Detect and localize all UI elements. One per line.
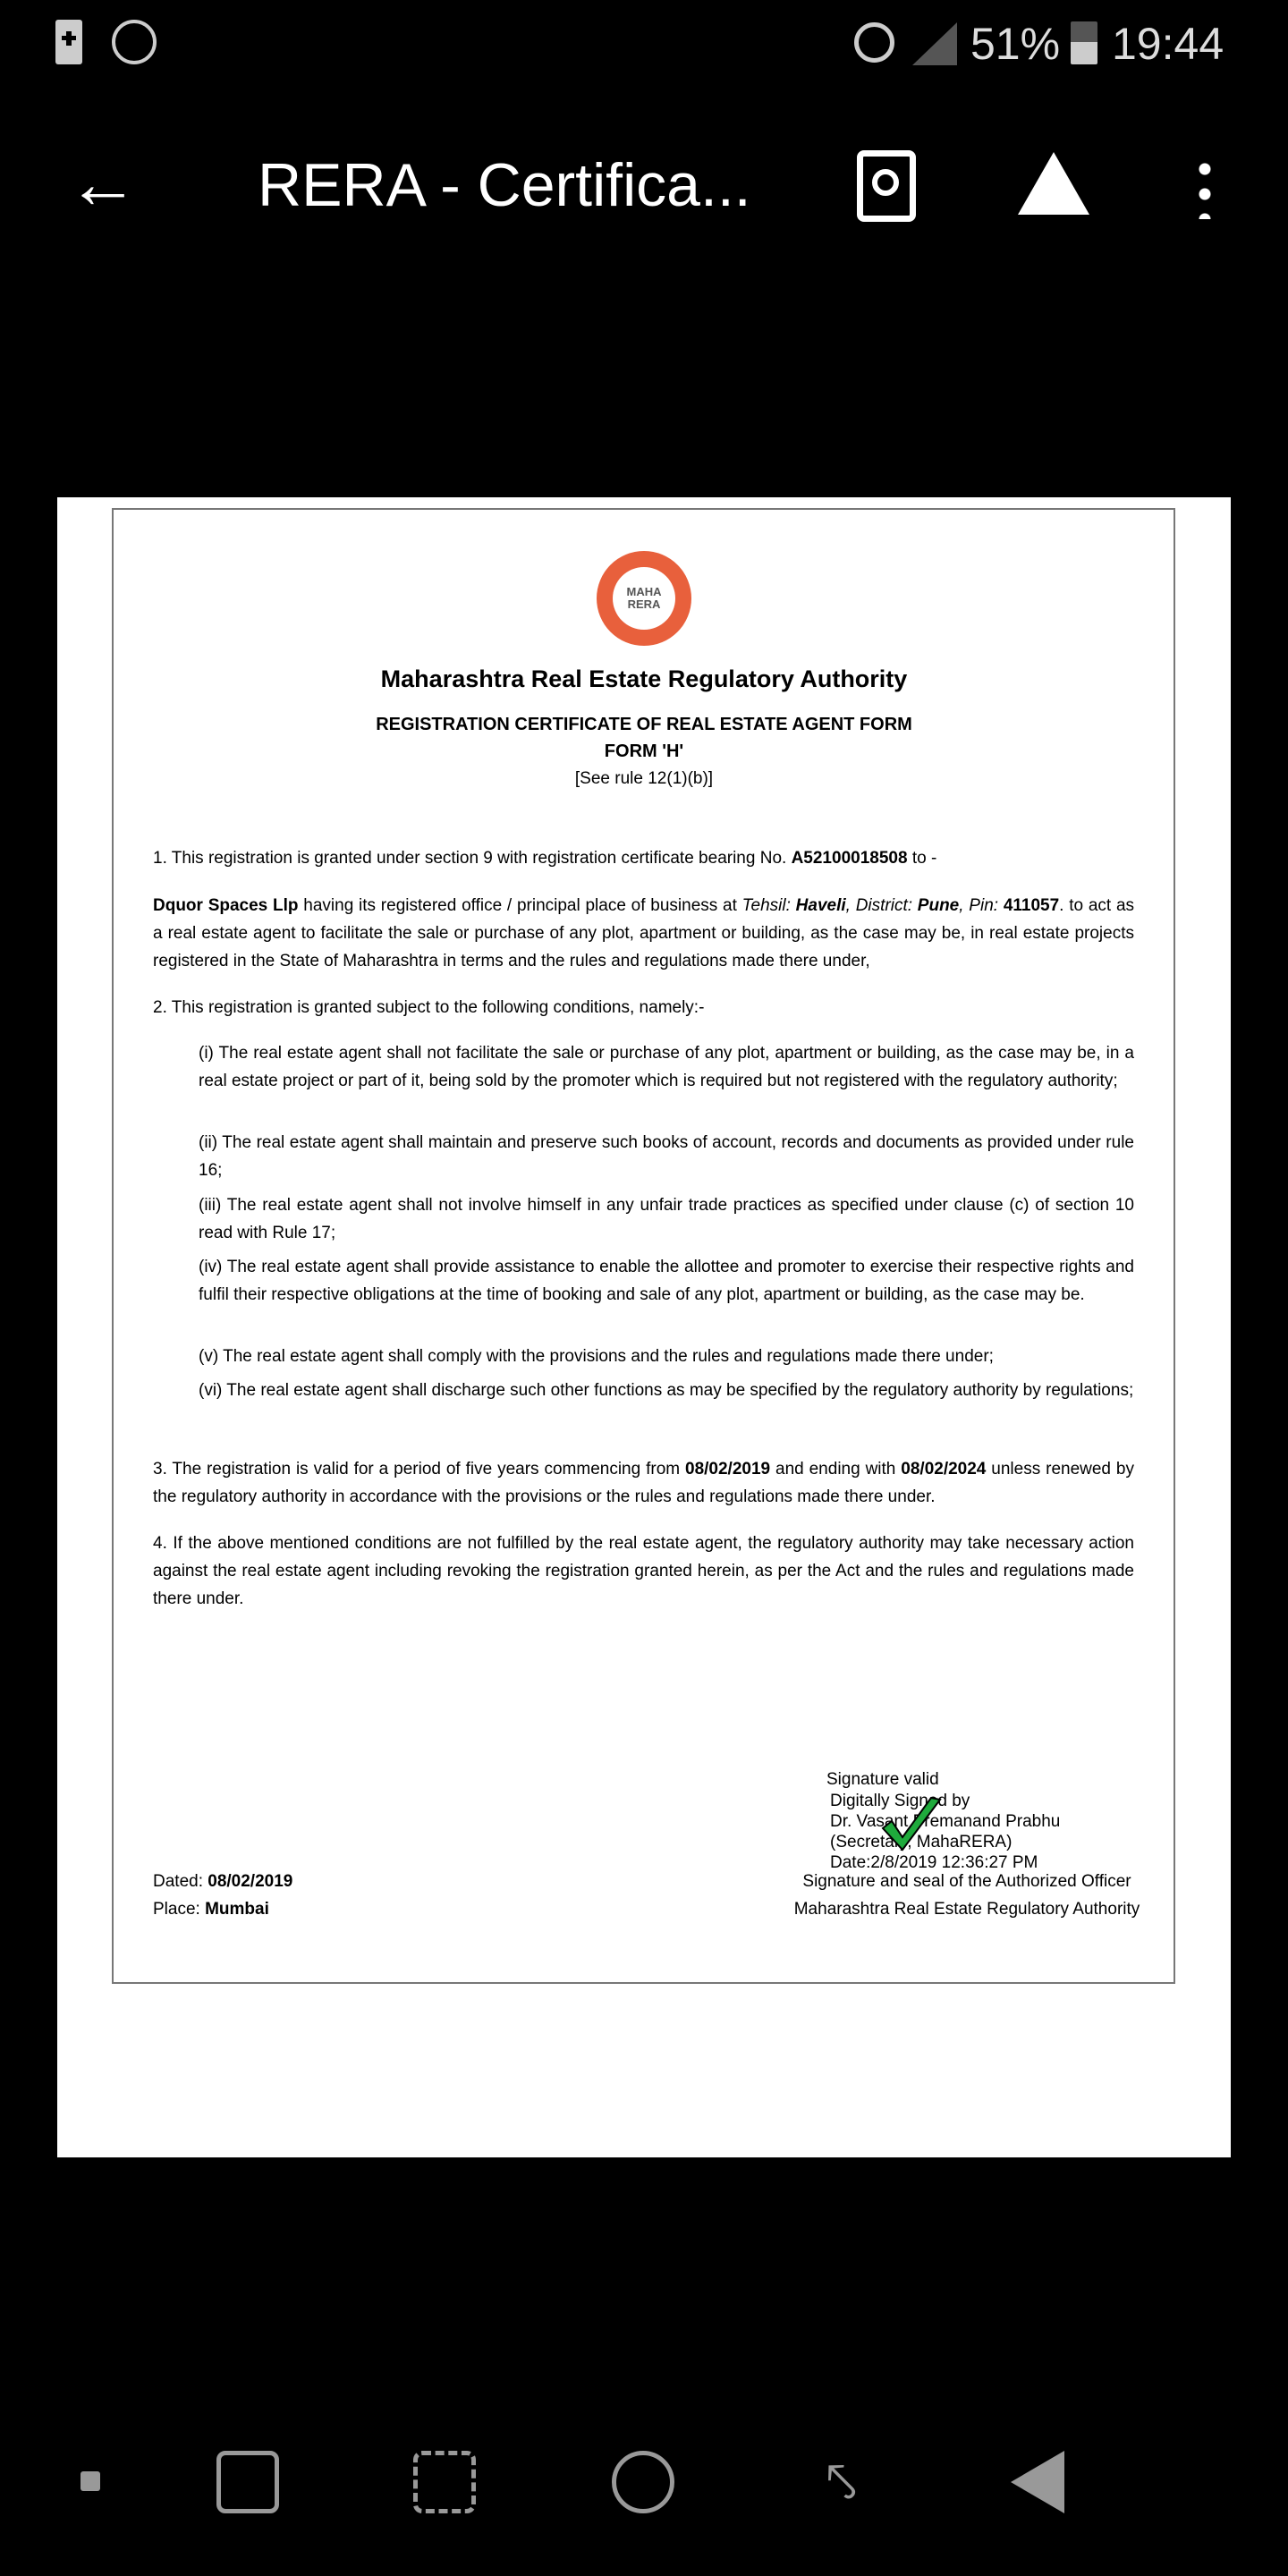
certificate-heading: REGISTRATION CERTIFICATE OF REAL ESTATE AGENT FORM [376, 715, 912, 734]
back-button[interactable] [1011, 2451, 1064, 2513]
condition: (iii) The real estate agent shall not involve himself in any unfair trade practices as specified under clause (c) of section 10 read with Rule 17; [199, 1196, 1134, 1242]
authority-title: Maharashtra Real Estate Regulatory Authority [380, 665, 908, 692]
activity-icon [112, 20, 157, 64]
officer-label: Signature and seal of the Authorized Officer [802, 1872, 1131, 1891]
battery-icon [1071, 21, 1097, 64]
form-label: FORM 'H' [604, 741, 684, 761]
officer-org: Maharashtra Real Estate Regulatory Authority [793, 1900, 1140, 1919]
document-title: RERA - Certifica... [258, 151, 751, 219]
more-vert-icon[interactable] [1199, 157, 1211, 219]
para-1: 1. This registration is granted under section 9 with registration certificate bearing No. A52100018508 to - [153, 849, 937, 868]
battery-percent: 51% [970, 19, 1061, 69]
logo-text: RERA [627, 597, 661, 611]
signature-line: (Secretary, MahaRERA) [830, 1833, 1013, 1852]
dated: Dated: 08/02/2019 [153, 1872, 293, 1891]
para-3: 3. The registration is valid for a period of five years commencing from 08/02/2019 and ending with 08/02/2024 unless renewed by the regulatory authority in accordance with the provisions or the rules and regulations made there under. [153, 1460, 1134, 1506]
condition: (iv) The real estate agent shall provide assistance to enable the allottee and promoter to exercise their respective rights and fulfil their respective obligations at the time of booking and sale of any plot, apartment or building, as the case may be. [199, 1258, 1134, 1304]
agent-name: Dquor Spaces Llp [153, 896, 299, 915]
home-button[interactable] [612, 2451, 674, 2513]
condition: (ii) The real estate agent shall maintain and preserve such books of account, records and documents as provided under rule 16; [199, 1133, 1134, 1180]
signature-line: Digitally Signed by [830, 1792, 970, 1810]
drive-add-icon[interactable] [1018, 152, 1089, 215]
pdf-page [57, 497, 1231, 2157]
maharera-logo [597, 551, 691, 646]
signal-icon [912, 22, 957, 65]
condition: (vi) The real estate agent shall discharge such other functions as may be specified by the regulatory authority by regulations; [199, 1381, 1134, 1400]
screenshot-edit-button[interactable] [413, 2451, 476, 2513]
back-arrow-icon[interactable]: ← [67, 143, 139, 223]
battery-saver-icon [55, 20, 82, 64]
clock: 19:44 [1112, 19, 1224, 69]
registration-number: A52100018508 [791, 849, 908, 868]
signature-line: Date:2/8/2019 12:36:27 PM [830, 1853, 1038, 1872]
condition: (v) The real estate agent shall comply with the provisions and the rules and regulations made there under; [199, 1347, 994, 1366]
dot-indicator-icon [80, 2471, 100, 2491]
logo-text: MAHA [626, 585, 662, 598]
agent-details: Dquor Spaces Llp having its registered office / principal place of business at Tehsil: Haveli, District: Pune, Pin: 411057. to act as a real estate agent to facilitate the sale or purchase of any plot, apartment or building, as the case may be, in real estate projects registered in the State of Maharashtra in terms and the rules and regulations made there under, [153, 896, 1135, 970]
place: Place: Mumbai [153, 1900, 269, 1919]
find-in-document-icon[interactable] [857, 150, 916, 222]
rule-ref: [See rule 12(1)(b)] [574, 769, 714, 788]
para-2: 2. This registration is granted subject to the following conditions, namely:- [153, 998, 705, 1017]
alarm-icon [854, 22, 894, 63]
para-4: 4. If the above mentioned conditions are not fulfilled by the real estate agent, the regulatory authority may take necessary action against the real estate agent including revoking the registration granted herein, as per the Act and the rules and regulations made there under. [153, 1534, 1134, 1608]
signature-valid-check-icon [876, 1794, 947, 1857]
condition: (i) The real estate agent shall not facilitate the sale or purchase of any plot, apartment or building, as the case may be, in a real estate project or part of it, being sold by the promoter which is required but not registered with the regulatory authority; [199, 1044, 1134, 1090]
exit-fullscreen-button[interactable]: ⤣ [826, 2452, 857, 2512]
signature-status: Signature valid [826, 1770, 939, 1789]
recents-button[interactable] [216, 2451, 279, 2513]
signature-line: Dr. Vasant Premanand Prabhu [830, 1812, 1061, 1831]
